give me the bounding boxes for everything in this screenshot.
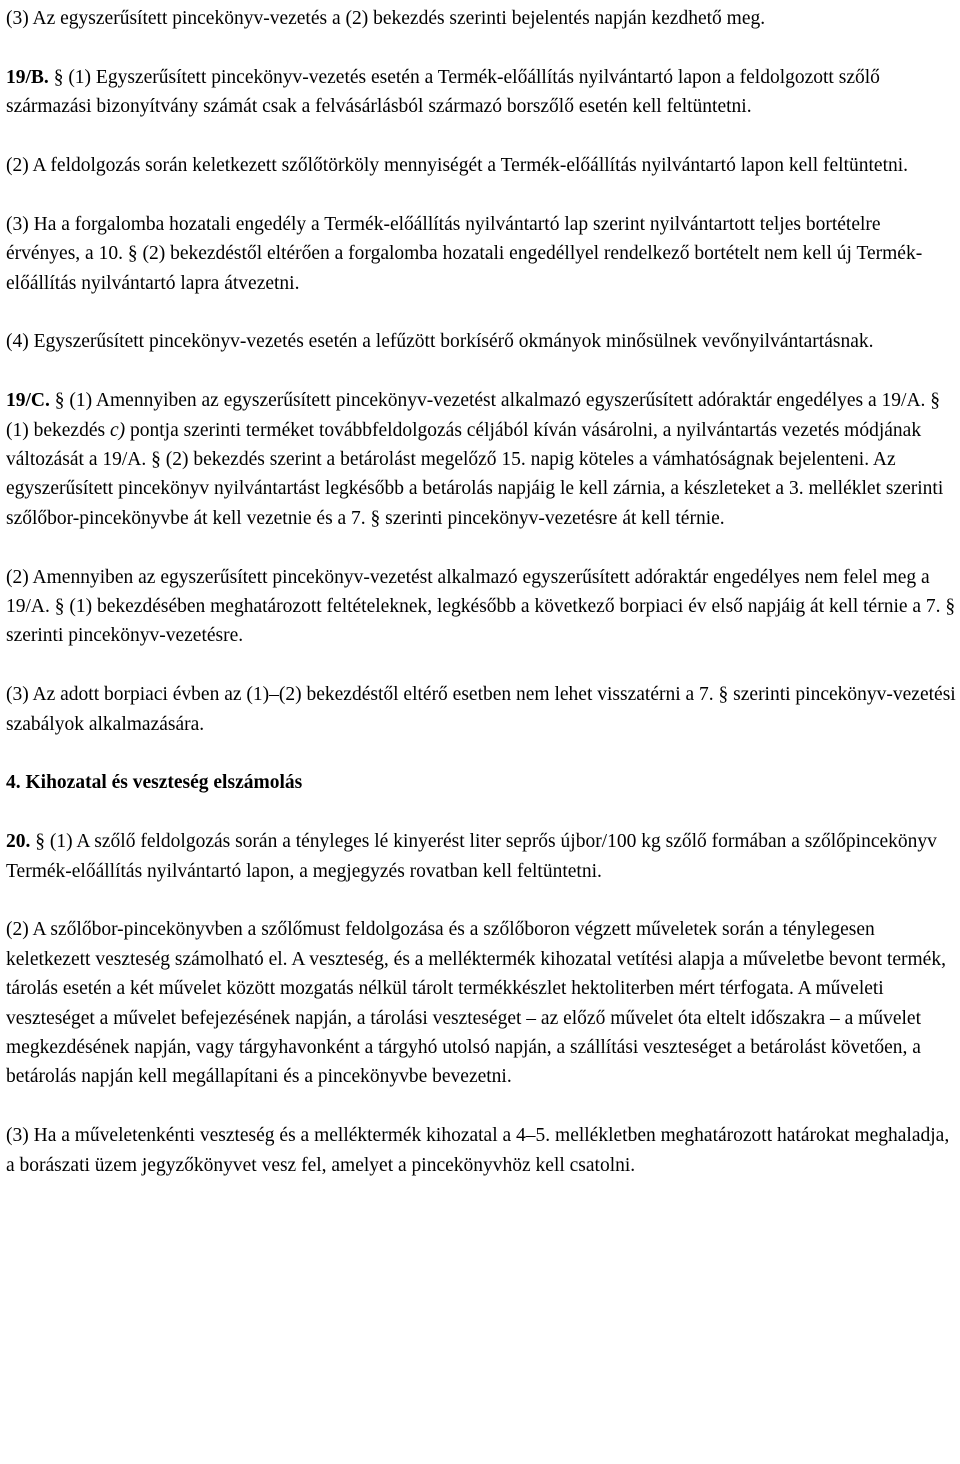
paragraph-text: (3) Ha a forgalomba hozatali engedély a Termék-előállítás nyilvántartó lap szerint nyilvántartott teljes bortételre érvényes, a 10. § (2) bekezdéstől eltérően a forgalomba hozatali engedéllyel rendelkező bortételt nem kell új Termék-előállítás nyilvántartó lapra átvezetni. xyxy=(6,213,923,294)
paragraph-20-3 xyxy=(6,1121,958,1180)
paragraph-text: (1) A szőlő feldolgozás során a tényleges lé kinyerést liter seprős újbor/100 kg szőlő formában a szőlőpincekönyv Termék-előállítás nyilvántartó lapon, a megjegyzés rovatban kell feltüntetni. xyxy=(6,831,937,882)
paragraph-20-2 xyxy=(6,915,958,1091)
paragraph-19c-2 xyxy=(6,563,958,651)
section-number: 20. xyxy=(6,831,31,853)
section-heading: 4. Kihozatal és veszteség elszámolás xyxy=(6,772,303,794)
section-sign: § xyxy=(53,66,64,88)
paragraph-text: (1) Amennyiben az egyszerűsített pincekönyv-vezetést alkalmazó egyszerűsített adóraktár engedélyes a 19/A. § (1) bekezdés xyxy=(6,390,941,441)
section-number: 19/C. xyxy=(6,390,50,412)
paragraph-19b-4 xyxy=(6,327,958,356)
section-sign: § xyxy=(35,831,45,853)
paragraph-text: (4) Egyszerűsített pincekönyv-vezetés esetén a lefűzött borkísérő okmányok minősülnek vevőnyilvántartásnak. xyxy=(6,331,874,353)
paragraph-19c-1 xyxy=(6,386,958,533)
paragraph-19b-3 xyxy=(6,210,958,298)
paragraph-text-italic: c) xyxy=(109,419,126,441)
paragraph-text: (3) Az adott borpiaci évben az (1)–(2) bekezdéstől eltérő esetben nem lehet visszatérni a 7. § szerinti pincekönyv-vezetési szabályok alkalmazására. xyxy=(6,684,956,735)
paragraph-text: (3) Az egyszerűsített pincekönyv-vezetés a (2) bekezdés szerinti bejelentés napján kezdhető meg. xyxy=(6,8,766,29)
section-sign: § xyxy=(54,390,65,412)
paragraph-19b-2 xyxy=(6,151,958,180)
paragraph-text: (2) A szőlőbor-pincekönyvben a szőlőmust feldolgozása és a szőlőboron végzett műveletek során a ténylegesen keletkezett veszteség számolható el. A veszteség, és a melléktermék kihozatal vetítési alapja a műveletbe bevont termék, tárolás esetén a két művelet között mozgatás nélkül tárolt termékkészlet hektoliterben mért térfogata. A műveleti veszteséget a művelet befejezésének napján, a tárolási veszteséget – az előző művelet óta eltelt időszakra – a művelet megkezdésének napján, vagy tárgyhavonként a tárgyhó utolsó napján, a szállítási veszteséget a betárolást követően, a betárolás napján kell megállapítani és a pincekönyvbe bevezetni. xyxy=(6,919,946,1088)
paragraph-20-1 xyxy=(6,827,958,886)
paragraph-19c-3 xyxy=(6,680,958,739)
paragraph-text: (2) Amennyiben az egyszerűsített pincekönyv-vezetést alkalmazó egyszerűsített adóraktár engedélyes nem felel meg a 19/A. § (1) bekezdésében meghatározott feltételeknek, legkésőbb a következő borpiaci év első napjáig át kell térnie a 7. § szerinti pincekönyv-vezetésre. xyxy=(6,566,956,647)
paragraph-text: (2) A feldolgozás során keletkezett szőlőtörköly mennyiségét a Termék-előállítás nyilvántartó lapon kell feltüntetni. xyxy=(6,155,909,176)
paragraph-text: (3) Ha a műveletenkénti veszteség és a melléktermék kihozatal a 4–5. mellékletben meghatározott határokat meghaladja, a borászati üzem jegyzőkönyvet vesz fel, amelyet a pincekönyvhöz kell csatolni. xyxy=(6,1125,950,1176)
paragraph-19b-1 xyxy=(6,63,958,122)
document-page xyxy=(6,4,958,1209)
paragraph-text: (1) Egyszerűsített pincekönyv-vezetés esetén a Termék-előállítás nyilvántartó lapon a feldolgozott szőlő származási bizonyítvány számát csak a felvásárlásból származó borszőlő esetén kell feltüntetni. xyxy=(6,66,880,118)
paragraph-text: pontja szerinti terméket továbbfeldolgozás céljából kíván vásárolni, a nyilvántartás vezetés módjának változását a 19/A. § (2) bekezdés szerint a betárolást megelőző 15. napig köteles a vámhatóságnak bejelenteni. Az egyszerűsített pincekönyv nyilvántartást legkésőbb a betárolás napjáig le kell zárnia, a készleteket a 3. melléklet szerinti szőlőbor-pincekönyvbe át kell vezetnie és a 7. § szerinti pincekönyv-vezetésre át kell térnie. xyxy=(6,419,944,529)
section-number: 19/B. xyxy=(6,66,49,88)
paragraph-19a-3 xyxy=(6,4,958,33)
